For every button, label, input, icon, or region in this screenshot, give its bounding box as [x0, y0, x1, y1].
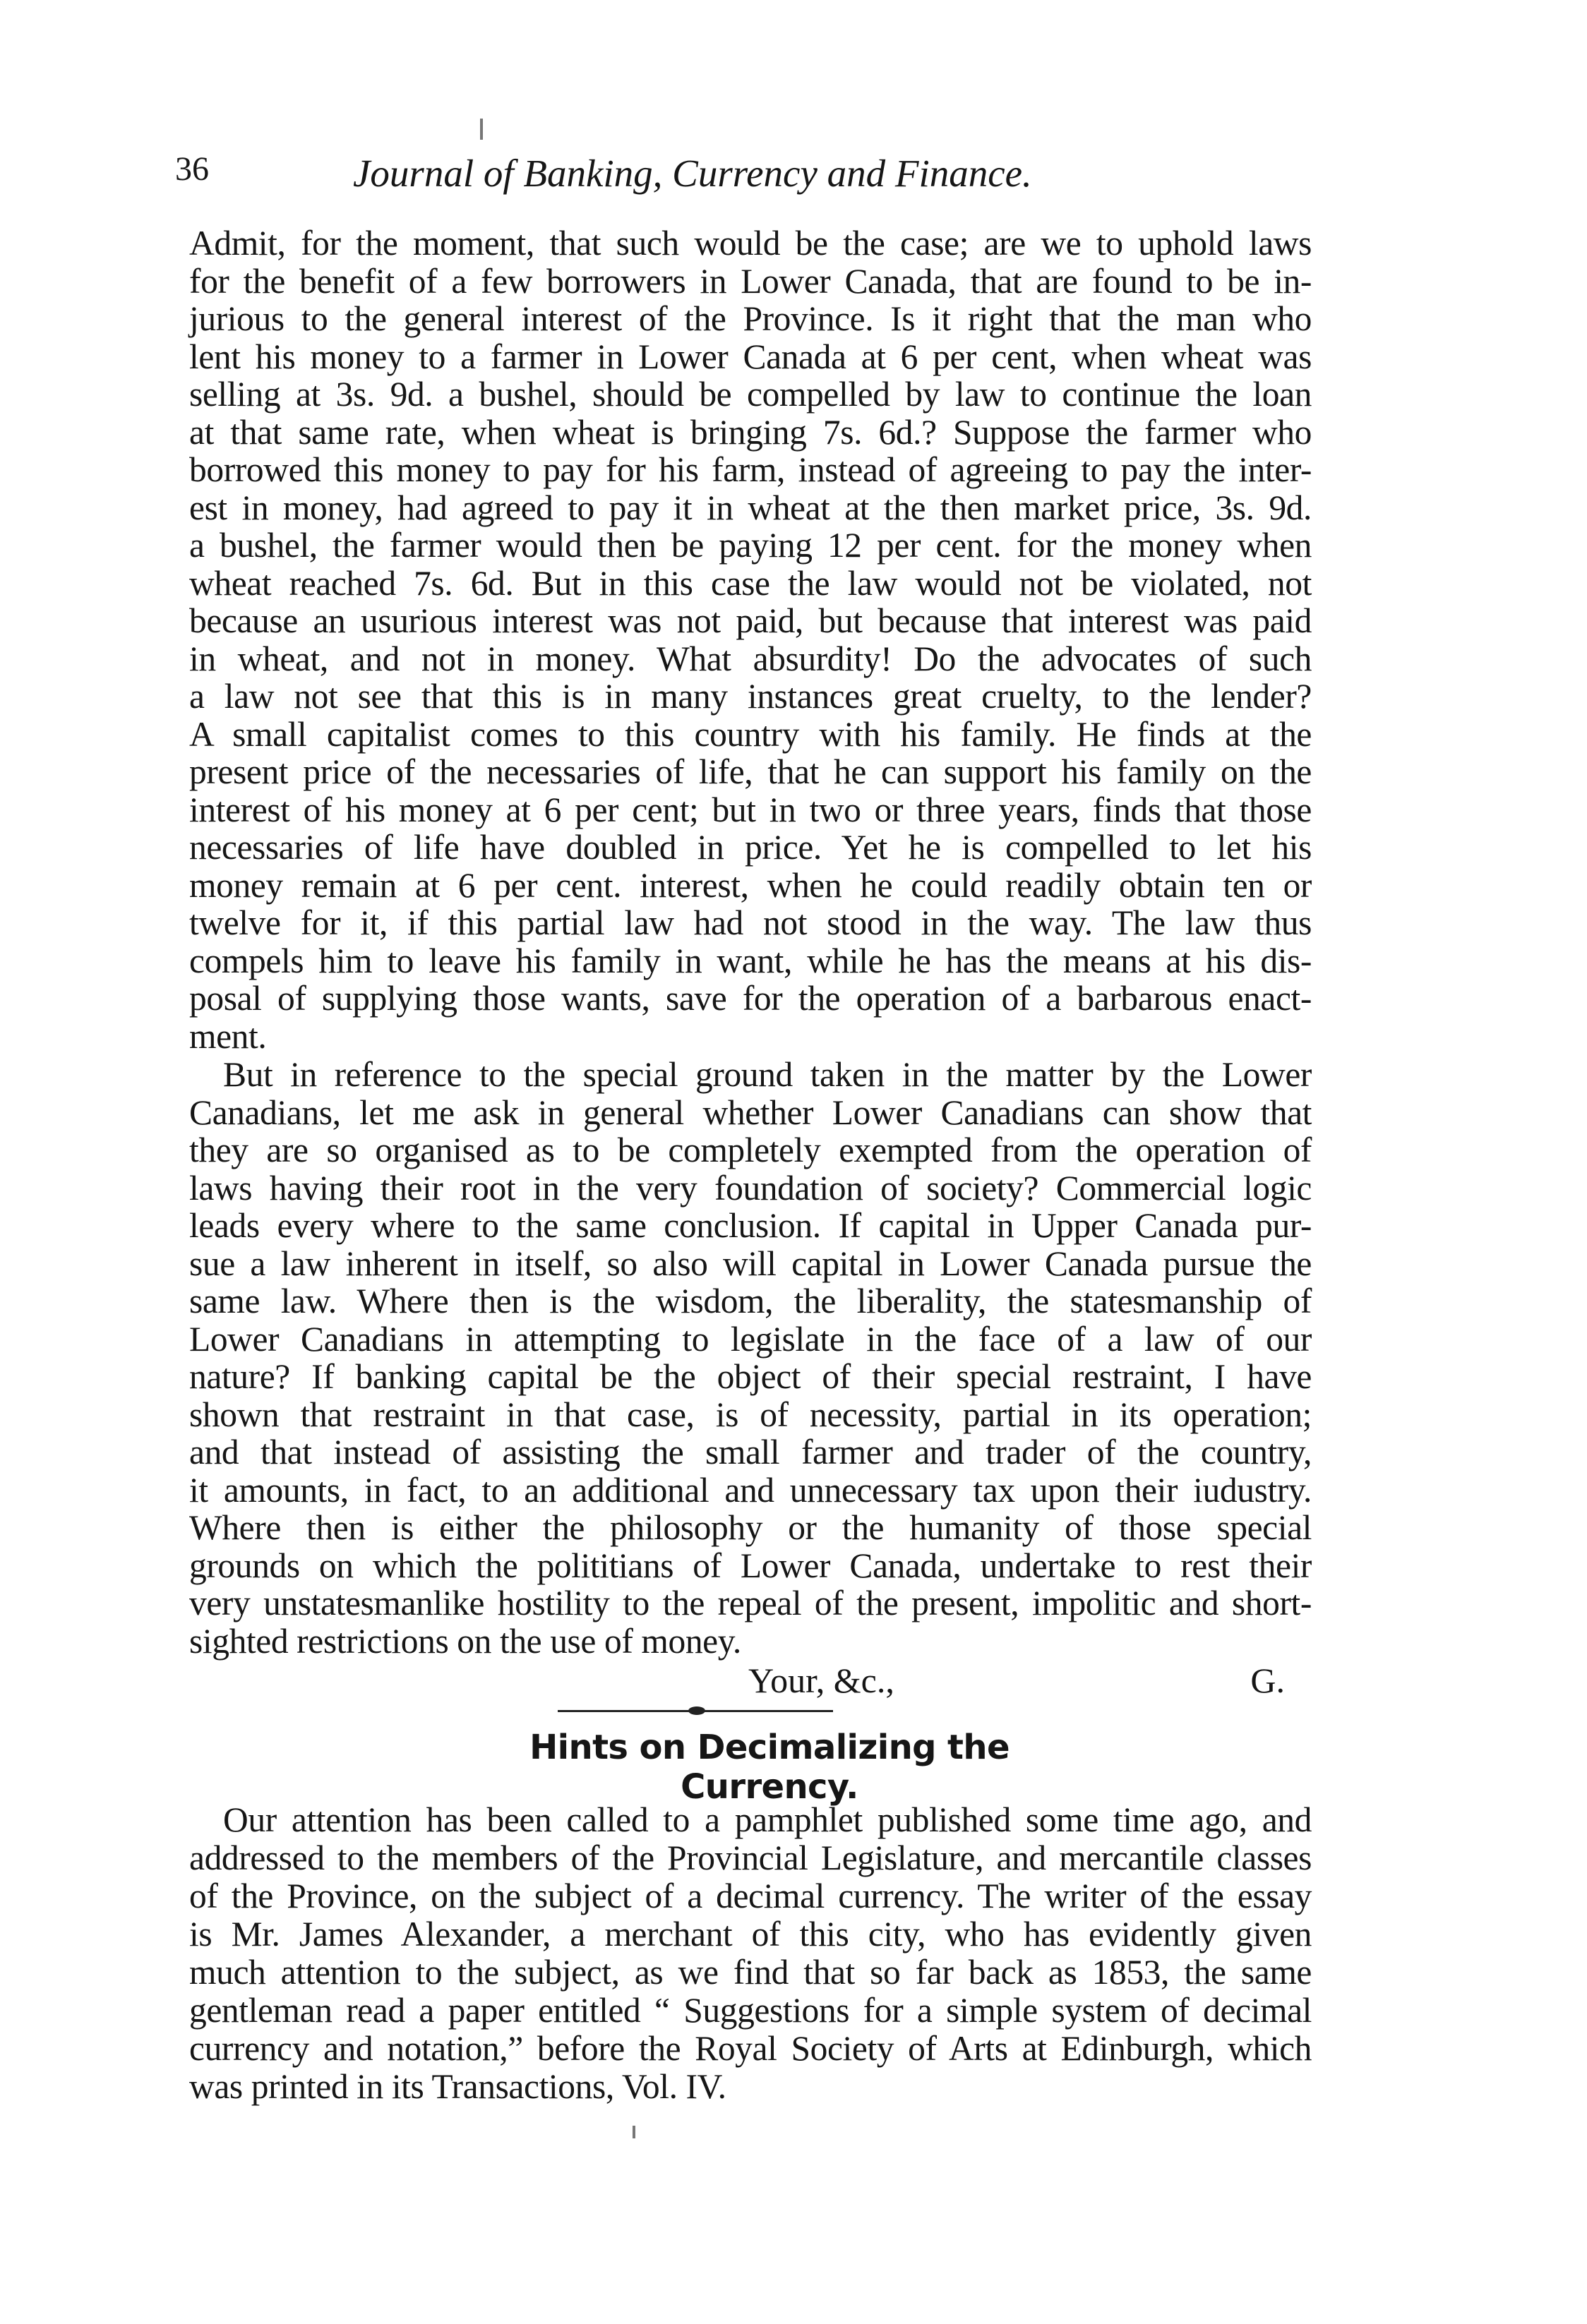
text-line: present price of the necessaries of life, that he can support his family on the [189, 752, 1312, 791]
text-line: twelve for it, if this partial law had not stood in the way. The law thus [189, 903, 1312, 942]
divider-ornament [688, 1706, 705, 1715]
text-line: interest of his money at 6 per cent; but in two or three years, finds that those [189, 790, 1312, 829]
text-line: est in money, had agreed to pay it in wheat at the then market price, 3s. 9d. [189, 488, 1312, 527]
text-line: But in reference to the special ground taken in the matter by the Lower [223, 1055, 1312, 1094]
page-header [175, 150, 1298, 206]
text-line: for the benefit of a few borrowers in Lower Canada, that are found to be in- [189, 261, 1312, 301]
letter-closing: Your, &c., [748, 1661, 894, 1700]
text-line: addressed to the members of the Provincial Legislature, and mercantile classes [189, 1838, 1312, 1877]
text-line: Admit, for the moment, that such would be the case; are we to uphold laws [189, 224, 1312, 263]
text-line: is Mr. James Alexander, a merchant of this city, who has evidently given [189, 1915, 1312, 1953]
signature-initial: G. [1250, 1661, 1285, 1700]
text-line: grounds on which the polititians of Lower Canada, undertake to rest their [189, 1546, 1312, 1585]
text-line: it amounts, in fact, to an additional and unnecessary tax upon their iudustry. [189, 1470, 1312, 1510]
text-line: same law. Where then is the wisdom, the liberality, the statesmanship of [189, 1282, 1312, 1320]
text-line: borrowed this money to pay for his farm, instead of agreeing to pay the inter- [189, 450, 1312, 489]
text-line: Our attention has been called to a pamphlet published some time ago, and [223, 1800, 1312, 1839]
text-line: necessaries of life have doubled in price. Yet he is compelled to let his [189, 828, 1312, 867]
text-line: money remain at 6 per cent. interest, when he could readily obtain ten or [189, 865, 1312, 905]
text-line: Canadians, let me ask in general whether Lower Canadians can show that [189, 1092, 1312, 1132]
section-divider [558, 1706, 833, 1715]
text-line: Where then is either the philosophy or the humanity of those special [189, 1508, 1312, 1547]
text-line: very unstatesmanlike hostility to the repeal of the present, impolitic and short- [189, 1584, 1312, 1622]
text-line: ment. [189, 1016, 267, 1056]
text-line: compels him to leave his family in want, while he has the means at his dis- [189, 941, 1312, 980]
article-paragraph-1 [189, 1801, 1312, 2106]
text-line: sue a law inherent in itself, so also will capital in Lower Canada pursue the [189, 1244, 1312, 1283]
page-number: 36 [175, 150, 209, 188]
text-line: posal of supplying those wants, save for the operation of a barbarous enact- [189, 979, 1312, 1018]
text-line: a law not see that this is in many instances great cruelty, to the lender? [189, 677, 1312, 716]
text-line: currency and notation,” before the Royal Society of Arts at Edinburgh, which [189, 2029, 1312, 2068]
text-line: was printed in its Transactions, Vol. IV. [189, 2067, 726, 2106]
text-line: nature? If banking capital be the object of their special restraint, I have [189, 1357, 1312, 1396]
text-line: laws having their root in the very foundation of society? Commercial logic [189, 1168, 1312, 1208]
text-line: jurious to the general interest of the Province. Is it right that the man who [189, 299, 1312, 338]
bottom-print-mark [633, 2126, 635, 2138]
text-line: and that instead of assisting the small farmer and trader of the country, [189, 1433, 1312, 1471]
text-line: shown that restraint in that case, is of necessity, partial in its operation; [189, 1395, 1312, 1434]
letter-signoff [748, 1660, 1285, 1702]
text-line: lent his money to a farmer in Lower Canada at 6 per cent, when wheat was [189, 337, 1312, 376]
text-line: in wheat, and not in money. What absurdity! Do the advocates of such [189, 639, 1312, 678]
text-line: Lower Canadians in attempting to legislate in the face of a law of our [189, 1319, 1312, 1359]
text-line: gentleman read a paper entitled “ Suggestions for a simple system of decimal [189, 1991, 1312, 2030]
text-line: they are so organised as to be completely exempted from the operation of [189, 1131, 1312, 1169]
text-line: wheat reached 7s. 6d. But in this case the law would not be violated, not [189, 563, 1312, 603]
letter-paragraph-1 [189, 224, 1312, 1055]
print-mark [480, 119, 483, 140]
text-line: leads every where to the same conclusion. If capital in Upper Canada pur- [189, 1206, 1312, 1245]
text-line: of the Province, on the subject of a decimal currency. The writer of the essay [189, 1877, 1312, 1915]
text-line: much attention to the subject, as we find that so far back as 1853, the same [189, 1953, 1312, 1992]
article-heading: Hints on Decimalizing the Currency. [529, 1728, 1010, 1807]
text-line: selling at 3s. 9d. a bushel, should be compelled by law to continue the loan [189, 375, 1312, 414]
text-line: a bushel, the farmer would then be paying 12 per cent. for the money when [189, 526, 1312, 565]
text-line: sighted restrictions on the use of money. [189, 1621, 741, 1661]
text-line: A small capitalist comes to this country with his family. He finds at the [189, 714, 1312, 754]
text-line: at that same rate, when wheat is bringing 7s. 6d.? Suppose the farmer who [189, 412, 1312, 452]
letter-paragraph-2 [189, 1056, 1312, 1660]
text-line: because an usurious interest was not paid, but because that interest was paid [189, 601, 1312, 640]
running-title: Journal of Banking, Currency and Finance. [353, 152, 1032, 195]
